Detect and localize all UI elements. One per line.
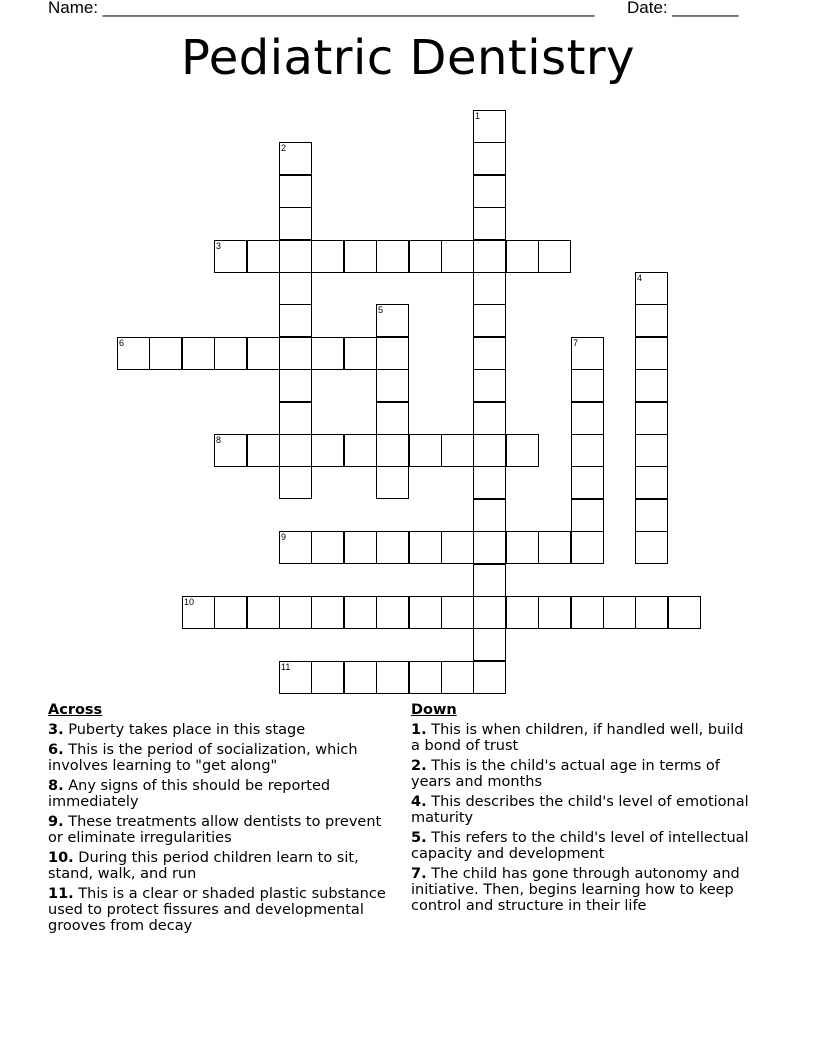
clue-text: This is a clear or shaded plastic substance used to protect fissures and developmental grooves from decay <box>48 886 386 934</box>
clue-number: 5 <box>378 305 384 315</box>
grid-cell[interactable] <box>635 337 668 370</box>
grid-cell[interactable] <box>441 240 474 273</box>
grid-cell[interactable] <box>409 596 442 629</box>
grid-cell[interactable] <box>409 240 442 273</box>
down-clue <box>411 758 756 790</box>
grid-cell[interactable] <box>279 240 312 273</box>
grid-cell[interactable] <box>473 369 506 402</box>
across-clue <box>48 722 393 738</box>
across-heading: Across <box>48 702 103 718</box>
clue-list-down <box>411 722 756 914</box>
across-clue <box>48 850 393 882</box>
grid-cell[interactable] <box>571 499 604 532</box>
clue-number: 6. <box>48 742 64 758</box>
grid-cell[interactable] <box>279 596 312 629</box>
clue-number: 7. <box>411 866 427 882</box>
grid-cell[interactable] <box>247 337 280 370</box>
grid-cell[interactable] <box>279 175 312 208</box>
across-clue <box>48 814 393 846</box>
grid-cell[interactable] <box>635 304 668 337</box>
grid-cell[interactable] <box>538 596 571 629</box>
across-clue <box>48 742 393 774</box>
grid-cell[interactable] <box>473 628 506 661</box>
clue-number: 4 <box>637 273 643 283</box>
grid-cell[interactable] <box>279 402 312 435</box>
clue-number: 7 <box>573 338 579 348</box>
grid-cell[interactable] <box>311 531 344 564</box>
clue-number: 9 <box>281 532 287 542</box>
down-clue <box>411 722 756 754</box>
across-clue <box>48 886 393 934</box>
grid-cell[interactable] <box>279 661 312 694</box>
grid-cell[interactable] <box>182 337 215 370</box>
page-title: Pediatric Dentistry <box>180 30 636 86</box>
grid-cell[interactable] <box>311 434 344 467</box>
grid-cell[interactable] <box>635 466 668 499</box>
grid-cell[interactable] <box>571 531 604 564</box>
grid-cell[interactable] <box>376 240 409 273</box>
grid-cell[interactable] <box>473 240 506 273</box>
grid-cell[interactable] <box>409 661 442 694</box>
grid-cell[interactable] <box>473 564 506 597</box>
down-heading: Down <box>411 702 457 718</box>
grid-cell[interactable] <box>635 596 668 629</box>
grid-cell[interactable] <box>603 596 636 629</box>
clue-number: 3. <box>48 722 64 738</box>
grid-cell[interactable] <box>214 596 247 629</box>
clue-number: 5. <box>411 830 427 846</box>
grid-cell[interactable] <box>441 531 474 564</box>
grid-cell[interactable] <box>635 272 668 305</box>
grid-cell[interactable] <box>311 240 344 273</box>
clue-list-across <box>48 722 393 934</box>
grid-cell[interactable] <box>473 142 506 175</box>
grid-cell[interactable] <box>344 596 377 629</box>
grid-cell[interactable] <box>473 207 506 240</box>
across-clues <box>48 702 393 938</box>
clue-text: This describes the child's level of emotional maturity <box>411 794 749 826</box>
grid-cell[interactable] <box>279 272 312 305</box>
grid-cell[interactable] <box>376 531 409 564</box>
grid-cell[interactable] <box>506 531 539 564</box>
grid-cell[interactable] <box>635 369 668 402</box>
grid-cell[interactable] <box>376 304 409 337</box>
grid-cell[interactable] <box>506 434 539 467</box>
clue-text: These treatments allow dentists to prevent or eliminate irregularities <box>48 814 382 846</box>
clue-number: 10 <box>184 597 195 607</box>
grid-cell[interactable] <box>571 596 604 629</box>
clue-number: 11 <box>281 662 291 672</box>
clue-number: 3 <box>216 241 222 251</box>
grid-cell[interactable] <box>376 661 409 694</box>
clue-number: 10. <box>48 850 74 866</box>
grid-cell[interactable] <box>279 142 312 175</box>
clue-text: This refers to the child's level of intellectual capacity and development <box>411 830 749 862</box>
clue-number: 8 <box>216 435 222 445</box>
grid-cell[interactable] <box>279 531 312 564</box>
clue-text: During this period children learn to sit, stand, walk, and run <box>48 850 359 882</box>
grid-cell[interactable] <box>473 434 506 467</box>
grid-cell[interactable] <box>441 596 474 629</box>
clue-number: 4. <box>411 794 427 810</box>
grid-cell[interactable] <box>376 596 409 629</box>
grid-cell[interactable] <box>473 531 506 564</box>
down-clue <box>411 866 756 914</box>
grid-cell[interactable] <box>473 466 506 499</box>
down-clue <box>411 794 756 826</box>
grid-cell[interactable] <box>279 337 312 370</box>
grid-cell[interactable] <box>571 434 604 467</box>
grid-cell[interactable] <box>538 240 571 273</box>
grid-cell[interactable] <box>635 531 668 564</box>
grid-cell[interactable] <box>635 434 668 467</box>
grid-cell[interactable] <box>571 369 604 402</box>
grid-cell[interactable] <box>247 596 280 629</box>
grid-cell[interactable] <box>538 531 571 564</box>
down-clues <box>411 702 756 918</box>
grid-cell[interactable] <box>668 596 701 629</box>
grid-cell[interactable] <box>344 531 377 564</box>
grid-cell[interactable] <box>473 402 506 435</box>
grid-cell[interactable] <box>279 207 312 240</box>
grid-cell[interactable] <box>409 434 442 467</box>
grid-cell[interactable] <box>409 531 442 564</box>
clue-text: The child has gone through autonomy and initiative. Then, begins learning how to keep control and structure in their life <box>411 866 740 914</box>
grid-cell[interactable] <box>635 402 668 435</box>
clue-text: Puberty takes place in this stage <box>63 722 306 738</box>
clue-text: This is the child's actual age in terms of years and months <box>411 758 720 790</box>
grid-cell[interactable] <box>117 337 150 370</box>
clue-number: 11. <box>48 886 74 902</box>
grid-cell[interactable] <box>344 240 377 273</box>
clue-number: 2 <box>281 143 287 153</box>
grid-cell[interactable] <box>571 337 604 370</box>
grid-cell[interactable] <box>571 466 604 499</box>
grid-cell[interactable] <box>311 661 344 694</box>
clue-number: 2. <box>411 758 427 774</box>
grid-cell[interactable] <box>279 304 312 337</box>
grid-cell[interactable] <box>247 240 280 273</box>
grid-cell[interactable] <box>473 272 506 305</box>
grid-cell[interactable] <box>376 434 409 467</box>
grid-cell[interactable] <box>473 175 506 208</box>
across-clue <box>48 778 393 810</box>
clue-text: Any signs of this should be reported immediately <box>48 778 331 810</box>
clue-text: This is the period of socialization, which involves learning to "get along" <box>48 742 358 774</box>
grid-cell[interactable] <box>376 466 409 499</box>
grid-cell[interactable] <box>311 596 344 629</box>
grid-cell[interactable] <box>473 304 506 337</box>
clue-number: 1. <box>411 722 427 738</box>
grid-cell[interactable] <box>441 434 474 467</box>
grid-cell[interactable] <box>571 402 604 435</box>
grid-cell[interactable] <box>376 369 409 402</box>
grid-cell[interactable] <box>376 337 409 370</box>
date-field-label: Date: _______ <box>627 0 739 17</box>
grid-cell[interactable] <box>214 434 247 467</box>
grid-cell[interactable] <box>473 661 506 694</box>
grid-cell[interactable] <box>344 434 377 467</box>
clue-number: 6 <box>119 338 125 348</box>
grid-cell[interactable] <box>247 434 280 467</box>
grid-cell[interactable] <box>473 596 506 629</box>
grid-cell[interactable] <box>279 466 312 499</box>
grid-cell[interactable] <box>182 596 215 629</box>
clue-number: 9. <box>48 814 64 830</box>
grid-cell[interactable] <box>344 661 377 694</box>
grid-cell[interactable] <box>376 402 409 435</box>
clue-number: 8. <box>48 778 64 794</box>
grid-cell[interactable] <box>214 240 247 273</box>
name-field-label: Name: ____________________________________________________ <box>48 0 595 17</box>
grid-cell[interactable] <box>214 337 247 370</box>
grid-cell[interactable] <box>473 337 506 370</box>
grid-cell[interactable] <box>473 499 506 532</box>
grid-cell[interactable] <box>279 369 312 402</box>
clue-text: This is when children, if handled well, build a bond of trust <box>411 722 744 754</box>
grid-cell[interactable] <box>441 661 474 694</box>
grid-cell[interactable] <box>279 434 312 467</box>
grid-cell[interactable] <box>635 499 668 532</box>
grid-cell[interactable] <box>344 337 377 370</box>
grid-cell[interactable] <box>149 337 182 370</box>
clue-number: 1 <box>475 111 481 121</box>
grid-cell[interactable] <box>506 596 539 629</box>
down-clue <box>411 830 756 862</box>
grid-cell[interactable] <box>506 240 539 273</box>
grid-cell[interactable] <box>473 110 506 143</box>
grid-cell[interactable] <box>311 337 344 370</box>
